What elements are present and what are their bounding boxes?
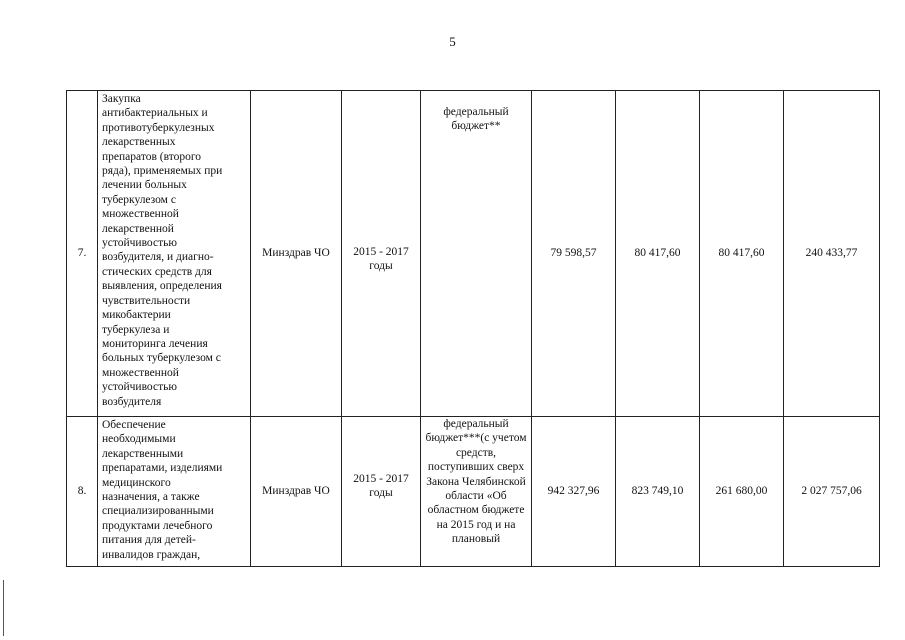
- amount-2017-cell: 80 417,60: [700, 91, 784, 417]
- amount-2015-cell: 942 327,96: [532, 417, 616, 567]
- measure-name-line: медицинского: [102, 476, 171, 489]
- measure-name-line: противотуберкулезных: [102, 121, 215, 134]
- page-number: 5: [449, 34, 456, 49]
- measure-name-line: выявления, определения: [102, 280, 222, 293]
- amount-2016-cell: 823 749,10: [616, 417, 700, 567]
- funding-source-cell: [421, 91, 532, 417]
- executor-cell: Минздрав ЧО: [251, 417, 342, 567]
- measure-name-line: препаратами, изделиями: [102, 462, 223, 475]
- measure-name-line: устойчивостью: [102, 381, 177, 394]
- measure-name-line: лекарственными: [102, 447, 184, 460]
- period-cell: 2015 - 2017 годы: [342, 417, 421, 567]
- measure-name-line: туберкулезом с: [102, 193, 176, 206]
- funding-source-cell: [421, 417, 532, 567]
- program-table: [66, 90, 880, 567]
- period-cell: 2015 - 2017 годы: [342, 91, 421, 417]
- amount-2017-cell: 261 680,00: [700, 417, 784, 567]
- measure-name-line: стических средств для: [102, 265, 212, 278]
- measure-name-line: специализированными: [102, 505, 214, 518]
- executor-cell: Минздрав ЧО: [251, 91, 342, 417]
- funding-source-text: федеральный бюджет**: [443, 106, 509, 133]
- amount-total-cell: 2 027 757,06: [784, 417, 880, 567]
- amount-total-cell: 240 433,77: [784, 91, 880, 417]
- measure-name-line: назначения, а также: [102, 491, 200, 504]
- measure-name-line: лекарственных: [102, 136, 176, 149]
- measure-name-line: множественной: [102, 366, 179, 379]
- amount-2016-cell: 80 417,60: [616, 91, 700, 417]
- measure-name-line: антибактериальных и: [102, 107, 208, 120]
- measure-name-line: возбудителя, и диагно-: [102, 251, 214, 264]
- measure-name-line: инвалидов граждан,: [102, 548, 201, 561]
- measure-name-line: возбудителя: [102, 395, 162, 408]
- measure-name-line: лечении больных: [102, 179, 187, 192]
- measure-name-line: множественной: [102, 208, 179, 221]
- measure-name-line: мониторинга лечения: [102, 337, 208, 350]
- funding-source-text: федеральный бюджет***(с учетом средств, поступивших сверх Закона Челябинской области «Об областном бюджете на 2015 год и на плановый: [425, 418, 527, 546]
- measure-name-line: необходимыми: [102, 433, 176, 446]
- measure-name-line: питания для детей-: [102, 534, 196, 547]
- row-number-cell: 7.: [67, 91, 98, 417]
- measure-name-line: больных туберкулезом с: [102, 352, 221, 365]
- measure-name-line: ряда), применяемых при: [102, 165, 223, 178]
- measure-name-line: туберкулеза и: [102, 323, 170, 336]
- row-number-cell: 8.: [67, 417, 98, 567]
- margin-line: [3, 580, 4, 636]
- measure-name-line: микобактерии: [102, 309, 171, 322]
- measure-name-cell: [98, 417, 251, 567]
- measure-name-line: Обеспечение: [102, 419, 166, 431]
- measure-name-cell: [98, 91, 251, 417]
- measure-name-line: продуктами лечебного: [102, 519, 213, 532]
- table-row: [67, 417, 880, 567]
- measure-name-line: препаратов (второго: [102, 150, 202, 163]
- table-row: [67, 91, 880, 417]
- measure-name-line: чувствительности: [102, 294, 191, 307]
- measure-name-line: лекарственной: [102, 222, 174, 235]
- measure-name-line: Закупка: [102, 93, 141, 105]
- measure-name-line: устойчивостью: [102, 237, 177, 250]
- amount-2015-cell: 79 598,57: [532, 91, 616, 417]
